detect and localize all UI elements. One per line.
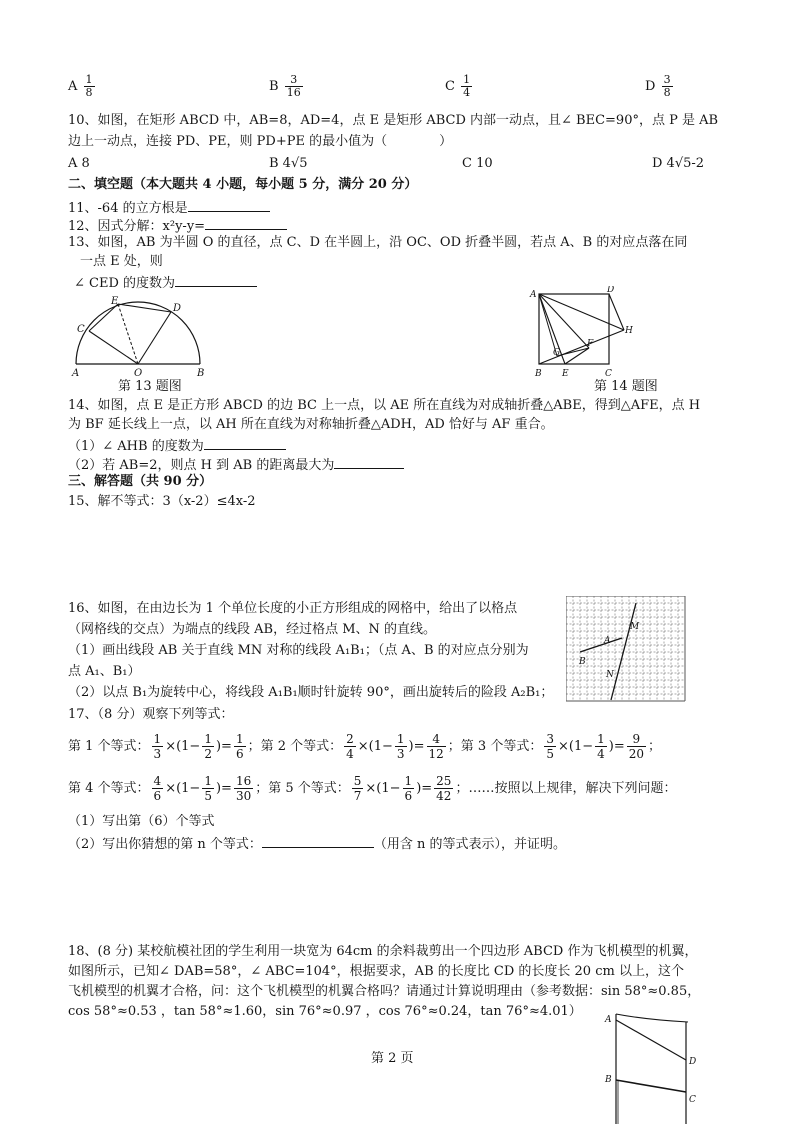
grid-lines (566, 596, 685, 701)
q12: 12、因式分解：x²y-y= (68, 215, 287, 236)
answer-blank (204, 435, 286, 450)
q14-sub2: （2）若 AB=2，则点 H 到 AB 的距离最大为 (68, 454, 404, 475)
fig18-label-c: C (689, 1095, 696, 1105)
q13-line2: 一点 E 处，则 (80, 254, 163, 269)
fig16-label-m: M (630, 622, 640, 632)
q9-option-c: C $\frac{1}{4}$ (445, 73, 471, 99)
q10-option-d: D 4√5-2 (652, 156, 705, 171)
q17-sub1: （1）写出第（6）个等式 (68, 814, 215, 829)
fig14-label-d: D (607, 286, 615, 295)
answer-blank (205, 215, 287, 230)
figure-14-square (527, 286, 637, 378)
q18-line4: cos 58°≈0.53 ，tan 58°≈1.60，sin 76°≈0.97 ，cos 76°≈0.24，tan 76°≈4.01） (68, 1004, 582, 1019)
fig14-label-g: G (553, 348, 561, 358)
fig13-label-a: A (72, 368, 80, 378)
q10-option-a: A 8 (68, 156, 90, 171)
figure-14-caption: 第 14 题图 (594, 379, 658, 394)
fig18-label-a: A (605, 1015, 612, 1025)
fig14-label-b: B (535, 369, 542, 378)
q14-line1: 14、如图，点 E 是正方形 ABCD 的边 BC 上一点，以 AE 所在直线为对成轴折叠△ABE，得到△AFE，点 H (68, 398, 701, 413)
q11: 11、-64 的立方根是 (68, 197, 270, 218)
fig14-label-c: C (605, 369, 612, 378)
q9-option-a: A $\frac{1}{8}$ (68, 73, 93, 99)
section-2-title: 二、填空题（本大题共 4 小题，每小题 5 分，满分 20 分） (68, 177, 418, 192)
fig14-label-e: E (562, 369, 569, 378)
fig18-label-d: D (689, 1057, 697, 1067)
q16-sub2: （2）以点 B₁为旋转中心，将线段 A₁B₁顺时针旋转 90°，画出旋转后的险段 A₂B₁； (68, 685, 554, 700)
q17-sub2: （2）写出你猜想的第 n 个等式： （用含 n 的等式表示），并证明。 (68, 833, 566, 854)
fig14-label-h: H (625, 326, 633, 336)
fig13-label-o: O (134, 368, 143, 378)
q17-title: 17、（8 分）观察下列等式： (68, 707, 234, 722)
q18-line2: 如图所示，已知∠ DAB=58°，∠ ABC=104°，根据要求，AB 的长度比 CD 的长度长 20 cm 以上，这个 (68, 964, 684, 979)
q9-option-b: B $\frac{3}{16}$ (269, 73, 301, 99)
q13-line1: 13、如图，AB 为半圆 O 的直径，点 C、D 在半圆上，沿 OC、OD 折叠半圆，若点 A、B 的对应点落在同 (68, 235, 688, 250)
figure-13-caption: 第 13 题图 (118, 379, 182, 394)
fig13-label-e: E (111, 296, 119, 307)
q17-equations-row2: 第 4 个等式： $\frac{4}{6}$ ×(1− $\frac{1}{5}$ )= $\frac{16}{30}$ ；第 5 个等式： $\frac{5}{7}$ ×(1− $\frac{1}{6}$ )= $\frac{25}{42}$ ；……按照以上规律，解决下列问题： (68, 774, 677, 803)
fraction: $\frac{3}{16}$ (286, 73, 301, 99)
figure-16-grid (566, 596, 690, 702)
q16-line2: （网格线的交点）为端点的线段 AB，经过格点 M、N 的直线。 (68, 622, 437, 637)
answer-blank (175, 272, 257, 287)
fig16-label-n: N (606, 670, 614, 680)
fig13-label-b: B (197, 368, 205, 378)
page-number: 第 2 页 (371, 1051, 414, 1066)
q10-line1: 10、如图，在矩形 ABCD 中，AB=8，AD=4，点 E 是矩形 ABCD 内部一动点，且∠ BEC=90°，点 P 是 AB (68, 113, 719, 128)
fig14-label-a: A (530, 290, 537, 300)
fig16-label-b: B (579, 657, 586, 667)
fig18-label-b: B (605, 1075, 612, 1085)
q10-line2: 边上一动点，连接 PD、PE，则 PD+PE 的最小值为（ ） (68, 134, 453, 149)
q18-line1: 18、(8 分) 某校航模社团的学生利用一块宽为 64cm 的余料裁剪出一个四边形 ABCD 作为飞机模型的机翼， (68, 944, 698, 959)
q17-equations-row1: 第 1 个等式： $\frac{1}{3}$ ×(1− $\frac{1}{2}$ )= $\frac{1}{6}$ ；第 2 个等式： $\frac{2}{4}$ ×(1− $\frac{1}{3}$ )= $\frac{4}{12}$ ；第 3 个等式： $\frac{3}{5}$ ×(1− $\frac{1}{4}$ )= $\frac{9}{20}$ ； (68, 732, 662, 761)
q14-line2: 为 BF 延长线上一点，以 AH 所在直线为对称轴折叠△ADH，AD 恰好与 AF 重合。 (68, 417, 554, 432)
q10-option-c: C 10 (462, 156, 493, 171)
fig16-label-a: A (604, 636, 611, 646)
figure-13-semicircle (68, 296, 218, 378)
q18-line3: 飞机模型的机翼才合格，问：这个飞机模型的机翼合格吗？请通过计算说明理由（参考数据：sin 58°≈0.85， (68, 984, 701, 999)
q15: 15、解不等式：3（x-2）≤4x-2 (68, 494, 256, 509)
q13-line3: ∠ CED 的度数为 (74, 272, 257, 293)
q16-sub1b: 点 A₁、B₁） (68, 664, 141, 679)
fraction: $\frac{3}{8}$ (663, 73, 671, 99)
fraction: $\frac{1}{8}$ (85, 73, 93, 99)
fig14-label-f: F (587, 339, 594, 349)
q9-option-d: D $\frac{3}{8}$ (645, 73, 671, 99)
fig13-label-d: D (173, 303, 182, 314)
q16-line1: 16、如图，在由边长为 1 个单位长度的小正方形组成的网格中，给出了以格点 (68, 601, 518, 616)
fig13-label-c: C (77, 324, 85, 335)
figure-18-wing (598, 1008, 698, 1124)
answer-blank (334, 454, 404, 469)
q10-option-b: B 4√5 (269, 156, 308, 171)
section-3-title: 三、解答题（共 90 分） (68, 474, 213, 489)
answer-blank (188, 197, 270, 212)
fraction: $\frac{1}{4}$ (463, 73, 471, 99)
q14-sub1: （1）∠ AHB 的度数为 (68, 435, 286, 456)
q16-sub1: （1）画出线段 AB 关于直线 MN 对称的线段 A₁B₁；（点 A、B 的对应点分别为 (68, 643, 529, 658)
answer-blank (262, 833, 374, 848)
